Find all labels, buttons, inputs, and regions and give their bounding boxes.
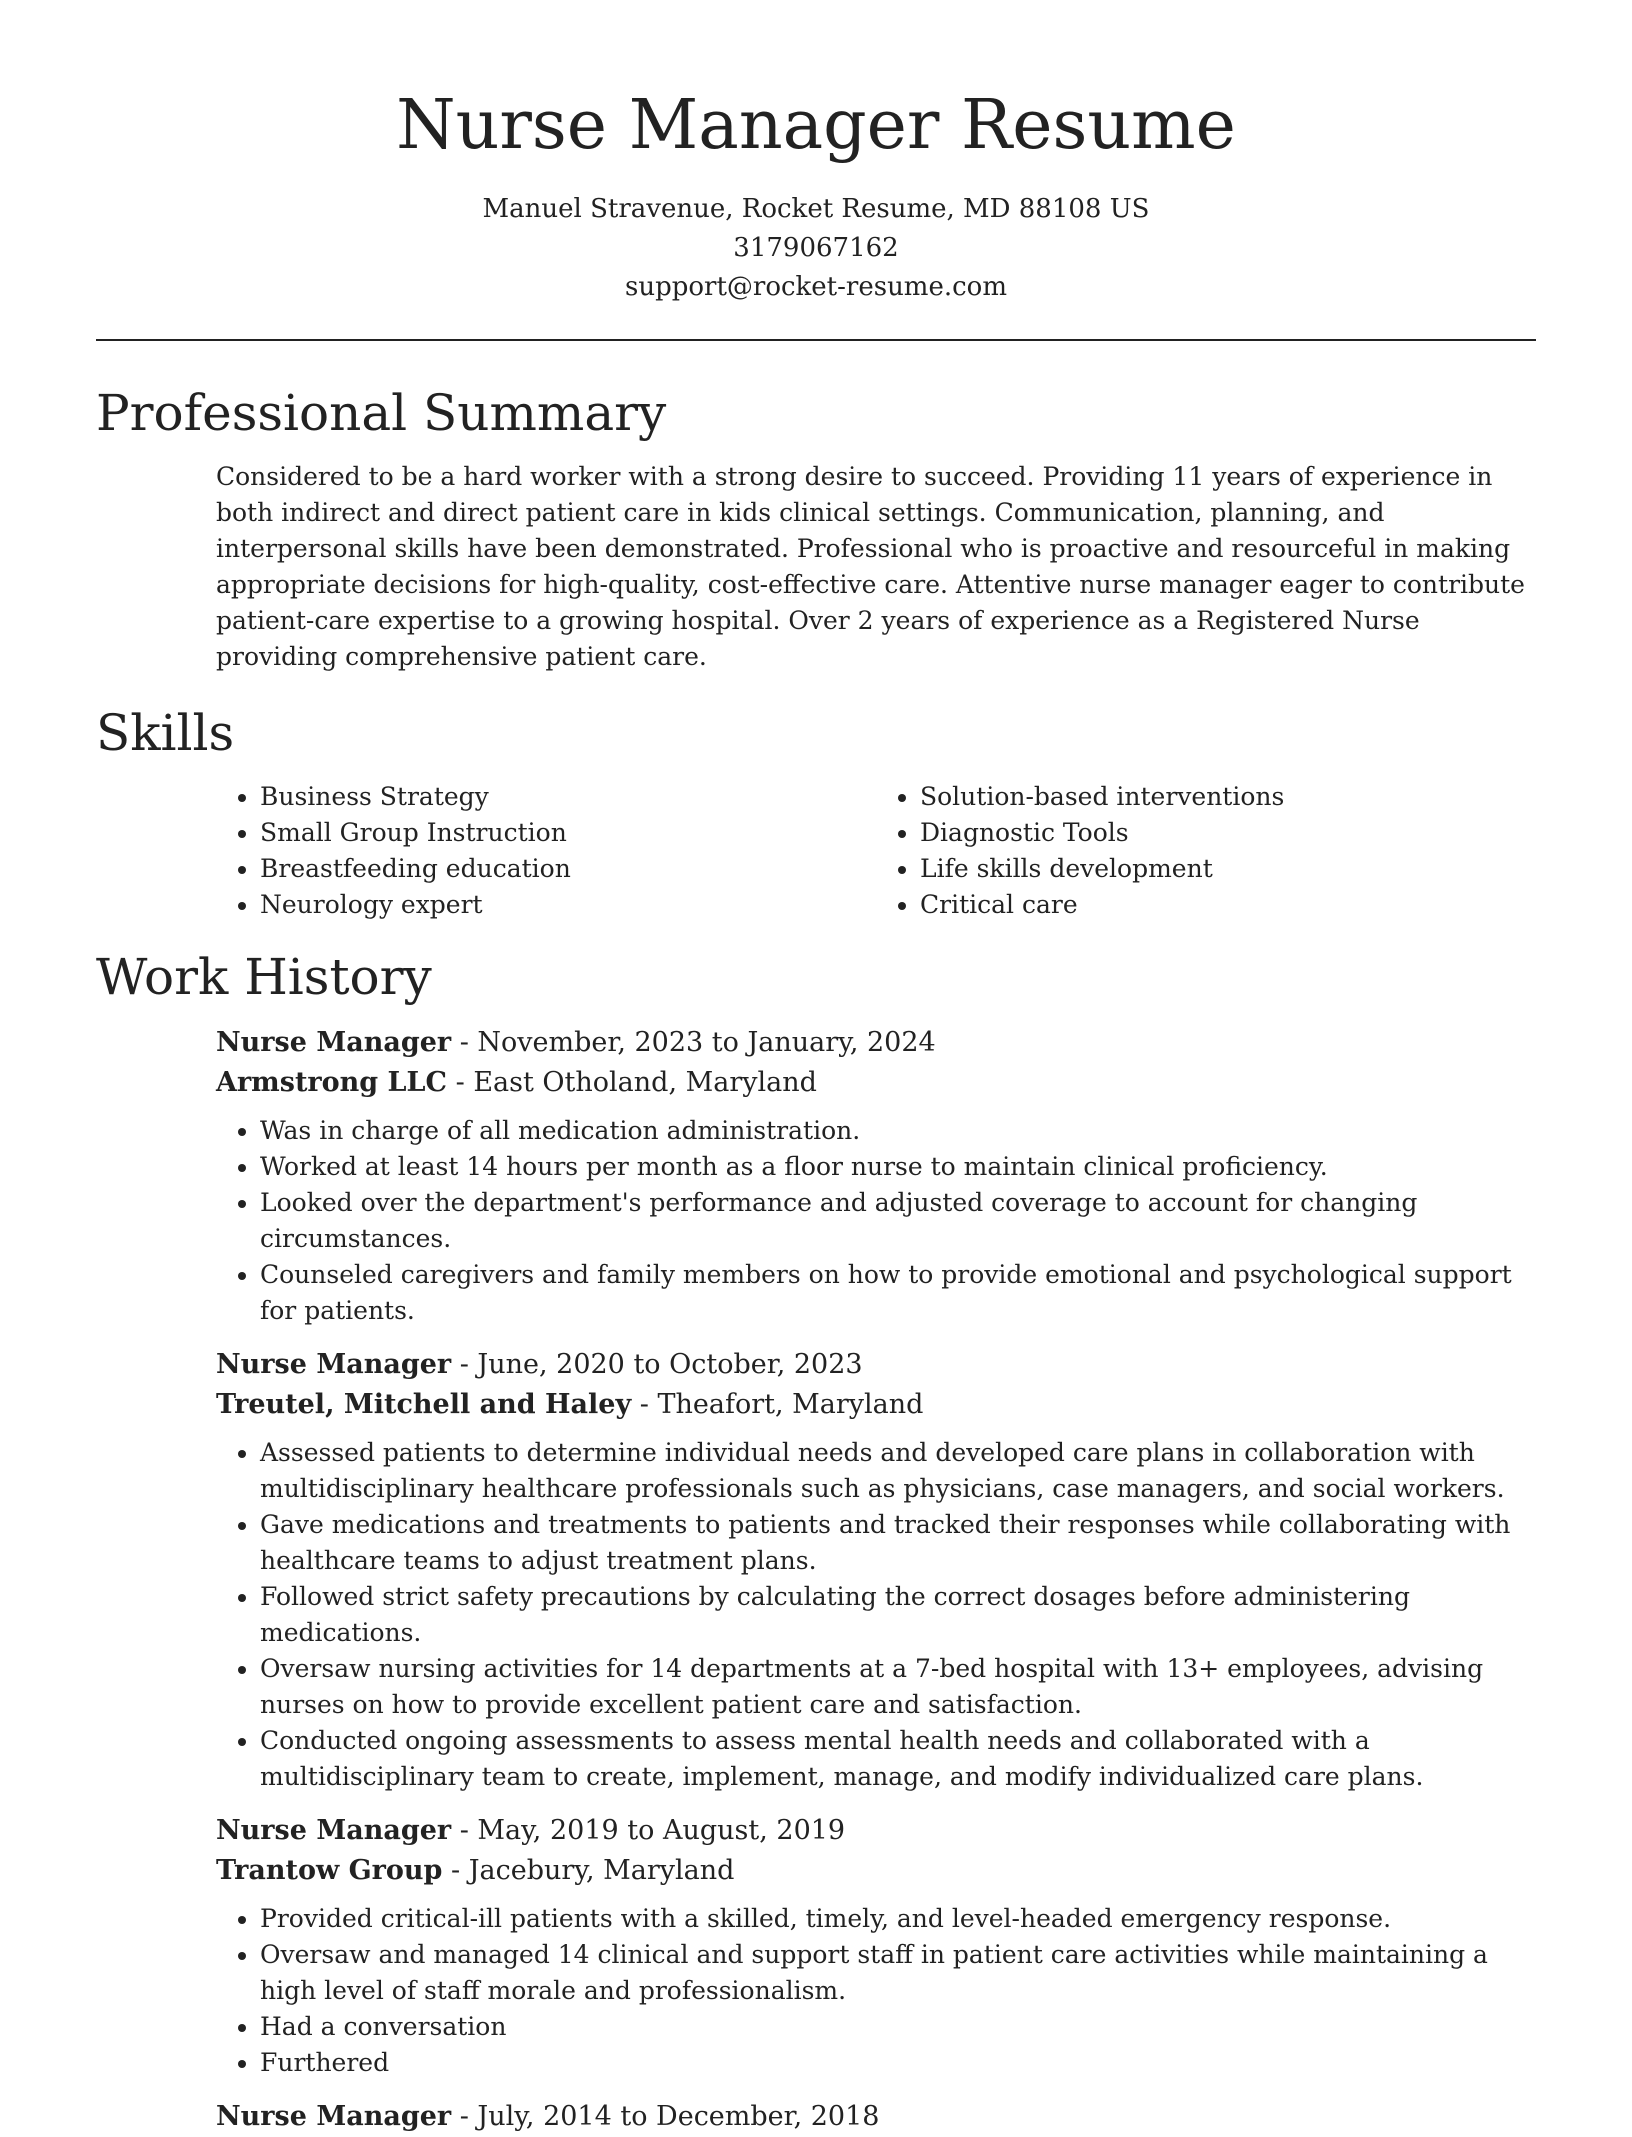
summary-heading: Professional Summary [96, 384, 667, 442]
job-bullet: • Gave medications and treatments to patients and tracked their responses while collaborating with healthcare teams to adjust treatment plans. [260, 1507, 1536, 1579]
skills-column-left [216, 779, 876, 923]
job-bullet: • Assessed patients to determine individual needs and developed care plans in collaboration with multidisciplinary healthcare professionals such as physicians, case managers, and social workers. [260, 1435, 1536, 1507]
job-bullet: • Had a conversation [260, 2009, 1536, 2045]
header-divider [96, 339, 1536, 341]
job-company-line [216, 1851, 1536, 1891]
summary-text: Considered to be a hard worker with a strong desire to succeed. Providing 11 years of experience in both indirect and direct patient care in kids clinical settings. Communication, planning, and interpersonal skills have been demonstrated. Professional who is proactive and resourceful in making appropriate decisions for high-quality, cost-effective care. Attentive nurse manager eager to contribute patient-care expertise to a growing hospital. Over 2 years of experience as a Registered Nurse providing comprehensive patient care. [216, 462, 1525, 671]
job-bullet: • Counseled caregivers and family members on how to provide emotional and psychological support for patients. [260, 1257, 1536, 1329]
skill-item: • Breastfeeding education [260, 851, 876, 887]
job-company-line [216, 1063, 1536, 1103]
job-dates: - November, 2023 to January, 2024 [451, 1027, 936, 1058]
resume-title: Nurse Manager Resume [396, 86, 1236, 165]
job-location: - Jacebury, Maryland [442, 1855, 735, 1886]
job-entry [216, 1023, 1536, 1329]
job-bullet: • Oversaw and managed 14 clinical and support staff in patient care activities while maintaining a high level of staff morale and professionalism. [260, 1937, 1536, 2009]
skill-item: • Solution-based interventions [920, 779, 1536, 815]
job-title-line [216, 1023, 1536, 1063]
job-company: Trantow Group [216, 1855, 443, 1886]
contact-phone: 3179067162 [733, 233, 899, 263]
job-bullet: • Conducted ongoing assessments to assess mental health needs and collaborated with a multidisciplinary team to create, implement, manage, and modify individualized care plans. [260, 1723, 1536, 1795]
job-role: Nurse Manager [216, 2101, 452, 2132]
job-bullet: • Looked over the department's performance and adjusted coverage to account for changing circumstances. [260, 1185, 1536, 1257]
job-title-line [216, 1811, 1536, 1851]
job-bullets [216, 1901, 1536, 2081]
job-entry [216, 2097, 1536, 2137]
skill-item: • Small Group Instruction [260, 815, 876, 851]
job-role: Nurse Manager [216, 1349, 452, 1380]
job-entry [216, 1811, 1536, 2081]
skills-list [216, 779, 1536, 923]
job-company: Armstrong LLC [216, 1067, 448, 1098]
contact-email: support@rocket-resume.com [624, 272, 1007, 302]
job-dates: - July, 2014 to December, 2018 [451, 2101, 880, 2132]
job-bullets [216, 1435, 1536, 1795]
job-bullets [216, 1113, 1536, 1329]
job-entry [216, 1345, 1536, 1795]
skills-column-right [876, 779, 1536, 923]
contact-address: Manuel Stravenue, Rocket Resume, MD 88108 US [482, 194, 1150, 224]
job-company-line [216, 1385, 1536, 1425]
job-bullet: • Worked at least 14 hours per month as a floor nurse to maintain clinical proficiency. [260, 1149, 1536, 1185]
skill-item: • Diagnostic Tools [920, 815, 1536, 851]
job-company: Treutel, Mitchell and Haley [216, 1389, 632, 1420]
job-location: - Theafort, Maryland [631, 1389, 924, 1420]
skill-item: • Business Strategy [260, 779, 876, 815]
job-location: - East Otholand, Maryland [447, 1067, 817, 1098]
skill-item: • Neurology expert [260, 887, 876, 923]
job-dates: - June, 2020 to October, 2023 [451, 1349, 863, 1380]
job-bullet: • Provided critical-ill patients with a skilled, timely, and level-headed emergency response. [260, 1901, 1536, 1937]
contact-block [96, 190, 1536, 307]
work-history-heading: Work History [96, 948, 432, 1006]
job-title-line [216, 2097, 1536, 2137]
skill-item: • Critical care [920, 887, 1536, 923]
job-bullet: • Furthered [260, 2045, 1536, 2081]
job-role: Nurse Manager [216, 1027, 452, 1058]
skill-item: • Life skills development [920, 851, 1536, 887]
skills-heading: Skills [96, 704, 235, 762]
job-bullet: • Followed strict safety precautions by calculating the correct dosages before administering medications. [260, 1579, 1536, 1651]
job-bullet: • Oversaw nursing activities for 14 departments at a 7-bed hospital with 13+ employees, advising nurses on how to provide excellent patient care and satisfaction. [260, 1651, 1536, 1723]
job-bullet: • Was in charge of all medication administration. [260, 1113, 1536, 1149]
job-role: Nurse Manager [216, 1815, 452, 1846]
job-title-line [216, 1345, 1536, 1385]
job-dates: - May, 2019 to August, 2019 [451, 1815, 846, 1846]
resume-header [96, 0, 1536, 307]
